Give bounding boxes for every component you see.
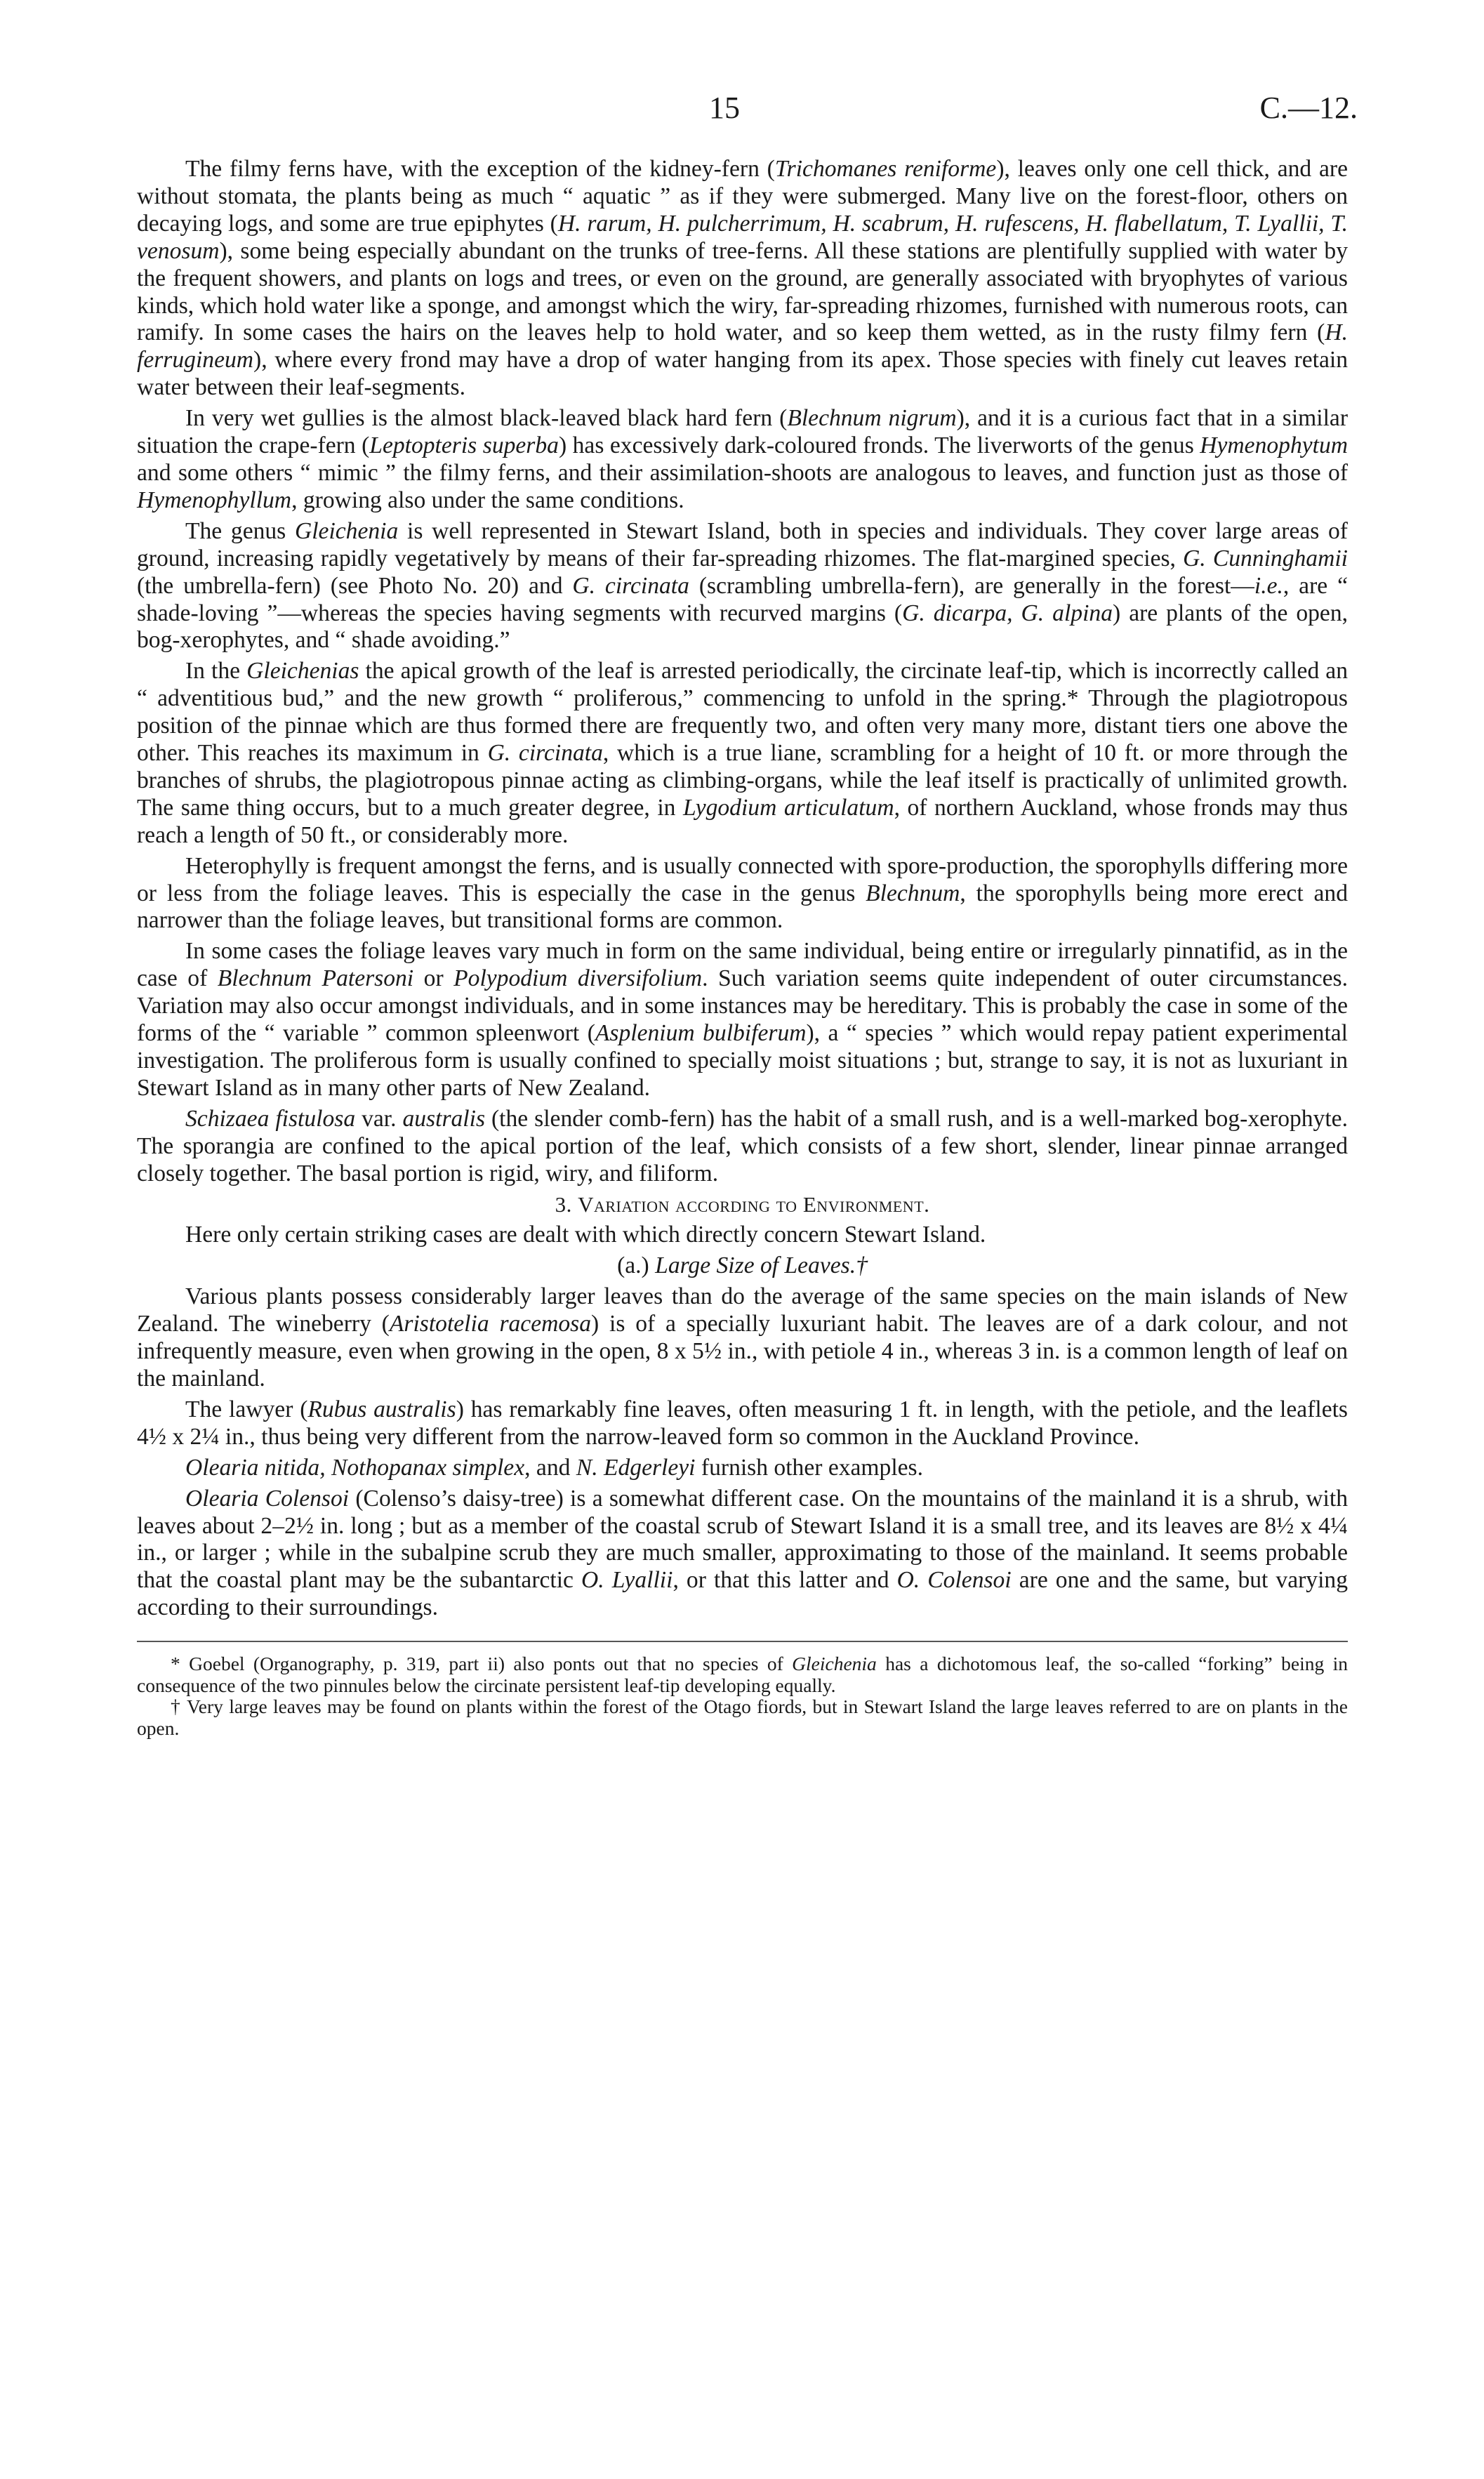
paragraph: Schizaea fistulosa var. australis (the slender comb-fern) has the habit of a small rush, and is a well-marked bog-xerophyte. The sporangia are confined to the apical portion of the leaf, which consists of a few short, slender, linear pinnae arranged closely together. The basal portion is rigid, wiry, and filiform. [137,1105,1348,1186]
paragraph: Olearia nitida, Nothopanax simplex, and N. Edgerleyi furnish other examples. [185,1454,924,1481]
section-intro: Here only certain striking cases are dealt with which directly concern Stewart Island. [185,1222,986,1248]
paragraph: In the Gleichenias the apical growth of the leaf is arrested periodically, the circinate leaf-tip, which is incorrectly called an “ adventitious bud,” and the new growth “ proliferous,” commencing to unfold in the spring.* Through the plagiotropous position of the pinnae which are thus formed there are frequently two, and often very many more, distant tiers one above the other. This reaches its maximum in G. circinata, which is a true liane, scrambling for a height of 10 ft. or more through the branches of shrubs, the plagiotropous pinnae acting as climbing-organs, while the leaf itself is practically of unlimited growth. The same thing occurs, but to a much greater degree, in Lygodium articulatum, of northern Auckland, whose fronds may thus reach a length of 50 ft., or considerably more. [137,658,1349,848]
footnote-rule [137,1641,1348,1642]
paragraph: The genus Gleichenia is well represented in Stewart Island, both in species and individuals. They cover large areas of ground, increasing rapidly vegetatively by means of their far-spreading rhizomes. The flat-margined species, G. Cunninghamii (the umbrella-fern) (see Photo No. 20) and G. circinata (scrambling umbrella-fern), are generally in the forest—i.e., are “ shade-loving ”—whereas the species having segments with recurved margins (G. dicarpa, G. alpina) are plants of the open, bog-xerophytes, and “ shade avoiding.” [137,517,1349,654]
footnote: † Very large leaves may be found on plants within the forest of the Otago fiords, but in Stewart Island the large leaves referred to are on plants in the open. [137,1695,1348,1739]
paragraph: The lawyer (Rubus australis) has remarkably fine leaves, often measuring 1 ft. in length, with the petiole, and the leaflets 4½ x 2¼ in., thus being very different from the narrow-leaved form so common in the Auckland Province. [137,1396,1348,1450]
section-number: 3. [555,1191,572,1217]
section-title: Variation according to Environment. [578,1191,930,1217]
paragraph: Olearia Colensoi (Colenso’s daisy-tree) is a somewhat different case. On the mountains of the mainland it is a shrub, with leaves about 2–2½ in. long ; but as a member of the coastal scrub of Stewart Island it is a small tree, and its leaves are 8½ x 4¼ in., or larger ; while in the subalpine scrub they are much smaller, approximating to those of the mainland. It seems probable that the coastal plant may be the subantarctic O. Lyallii, or that this latter and O. Colensoi are one and the same, but varying according to their surroundings. [137,1485,1348,1621]
document-reference: C.—12. [1259,91,1358,125]
subsection-label: (a.) [617,1252,649,1279]
body-text [137,156,1348,1625]
paragraph: In very wet gullies is the almost black-leaved black hard fern (Blechnum nigrum), and it is a curious fact that in a similar situation the crape-fern (Leptopteris superba) has excessively dark-coloured fronds. The liverworts of the genus Hymenophytum and some others “ mimic ” the filmy ferns, and their assimilation-shoots are analogous to leaves, and function just as those of Hymenophyllum, growing also under the same conditions. [137,405,1349,513]
paragraph: Heterophylly is frequent amongst the ferns, and is usually connected with spore-production, the sporophylls differing more or less from the foliage leaves. This is especially the case in the genus Blechnum, the sporophylls being more erect and narrower than the foliage leaves, but transitional forms are common. [137,852,1348,934]
footnotes [137,1653,1348,1739]
paragraph: In some cases the foliage leaves vary much in form on the same individual, being entire or irregularly pinnatifid, as in the case of Blechnum Patersoni or Polypodium diversifolium. Such variation seems quite independent of outer circumstances. Variation may also occur amongst individuals, and in some instances may be hereditary. This is probably the case in some of the forms of the “ variable ” common spleenwort (Asplenium bulbiferum), a “ species ” which would repay patient experimental investigation. The proliferous form is usually confined to specially moist situations ; but, strange to say, it is not as luxuriant in Stewart Island as in many other parts of New Zealand. [137,938,1349,1101]
paragraph: Various plants possess considerably larger leaves than do the average of the same species on the main islands of New Zealand. The wineberry (Aristotelia racemosa) is of a specially luxuriant habit. The leaves are of a dark colour, and not infrequently measure, even when growing in the open, 8 x 5½ in., with petiole 4 in., whereas 3 in. is a common length of leaf on the mainland. [137,1283,1348,1391]
footnote: * Goebel (Organography, p. 319, part ii) also ponts out that no species of Gleichenia has a dichotomous leaf, the so-called “forking” being in consequence of the two pinnules below the circinate persistent leaf-tip developing equally. [137,1653,1348,1696]
paragraph: The filmy ferns have, with the exception of the kidney-fern (Trichomanes reniforme), leaves only one cell thick, and are without stomata, the plants being as much “ aquatic ” as if they were submerged. Many live on the forest-floor, others on decaying logs, and some are true epiphytes (H. rarum, H. pulcherrimum, H. scabrum, H. rufescens, H. flabellatum, T. Lyallii, T. venosum), some being especially abundant on the trunks of tree-ferns. All these stations are plentifully supplied with water by the frequent showers, and plants on logs and trees, or even on the ground, are generally associated with bryophytes of various kinds, which hold water like a sponge, and amongst which the wiry, far-spreading rhizomes, furnished with numerous roots, can ramify. In some cases the hairs on the leaves help to hold water, and so keep them wetted, as in the rusty filmy fern (H. ferrugineum), where every frond may have a drop of water hanging from its apex. Those species with finely cut leaves retain water between their leaf-segments. [137,156,1349,401]
section-heading [137,1191,1348,1219]
subsection-title: Large Size of Leaves.† [655,1252,868,1279]
subsection-heading [137,1252,1348,1280]
page-number: 15 [709,91,740,125]
